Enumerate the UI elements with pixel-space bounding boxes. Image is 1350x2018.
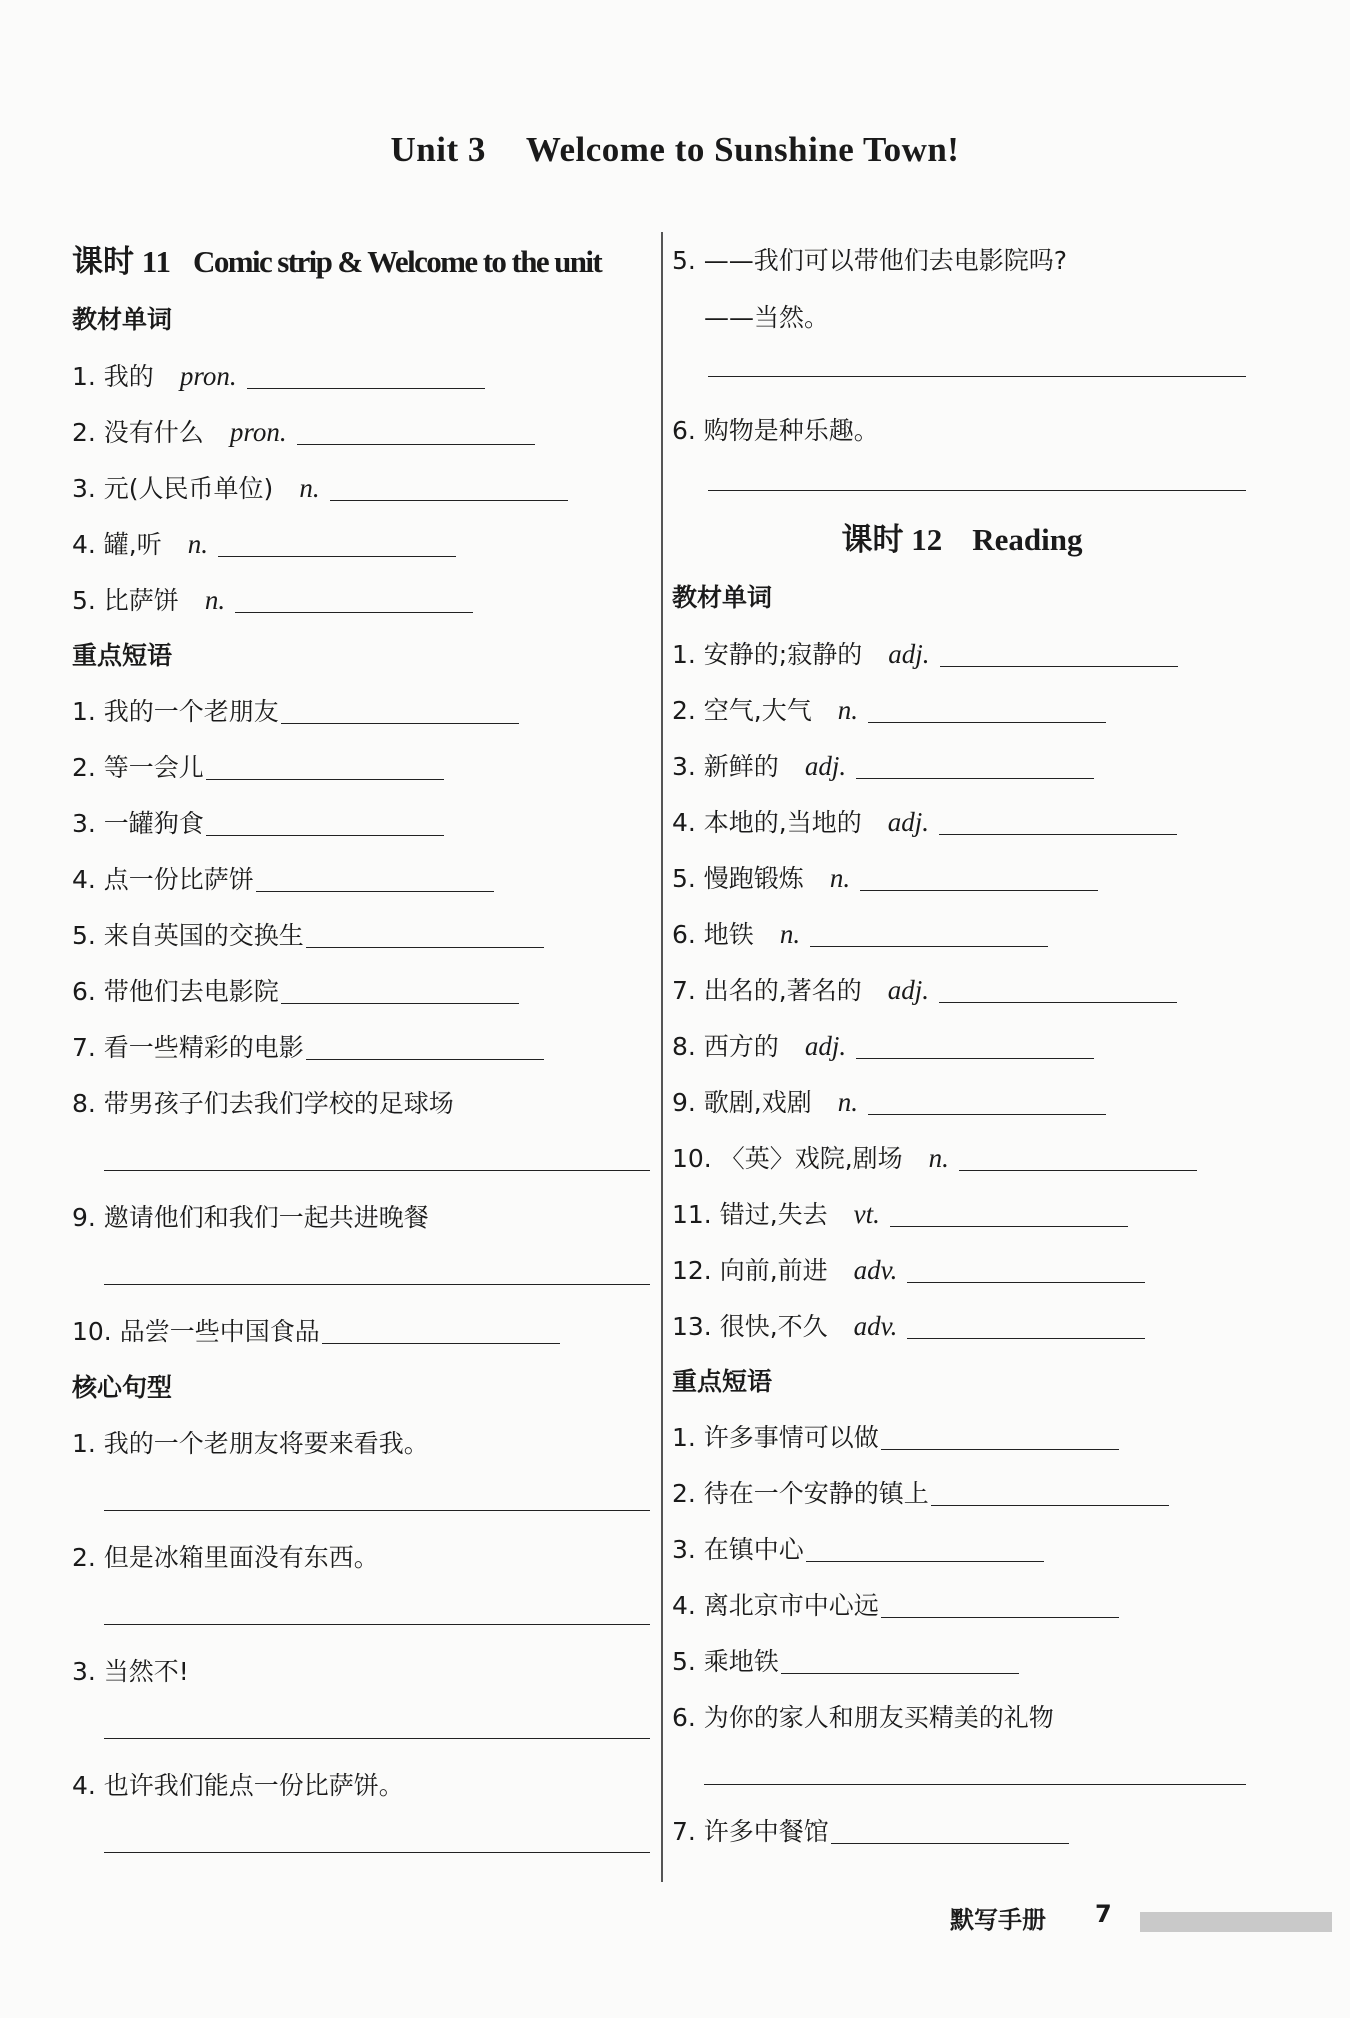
section-title: 重点短语 <box>72 641 173 670</box>
word-item: 6. 地铁 n. <box>672 906 1252 962</box>
phrase-item: 7. 许多中餐馆 <box>672 1804 1252 1860</box>
word-item: 2. 没有什么 pron. <box>72 404 652 460</box>
word-item: 1. 安静的;寂静的 adj. <box>672 626 1252 682</box>
word-item: 10. 〈英〉戏院,剧场 n. <box>672 1130 1252 1186</box>
phrase-item: 4. 离北京市中心远 <box>672 1578 1252 1634</box>
word-item: 12. 向前,前进 adv. <box>672 1242 1252 1298</box>
answer-blank[interactable] <box>860 889 1098 891</box>
answer-blank[interactable] <box>806 1560 1044 1562</box>
column-divider <box>661 232 663 1882</box>
lesson-11-heading <box>72 232 652 292</box>
phrase-item: 2. 等一会儿 <box>72 740 652 796</box>
unit-number: Unit 3 <box>390 130 486 169</box>
sentence-item: 3. 当然不! <box>72 1657 189 1686</box>
section-title: 核心句型 <box>72 1373 173 1402</box>
answer-line[interactable] <box>72 1472 652 1530</box>
word-item: 11. 错过,失去 vt. <box>672 1186 1252 1242</box>
answer-blank[interactable] <box>831 1842 1069 1844</box>
unit-title <box>0 130 1350 170</box>
word-item: 9. 歌剧,戏剧 n. <box>672 1074 1252 1130</box>
sentence-item: ——当然。 <box>704 303 830 332</box>
sentence-item: 6. 购物是种乐趣。 <box>672 416 879 445</box>
answer-blank[interactable] <box>856 1057 1094 1059</box>
answer-blank[interactable] <box>247 387 485 389</box>
word-item: 5. 比萨饼 n. <box>72 572 652 628</box>
word-item: 2. 空气,大气 n. <box>672 682 1252 738</box>
answer-blank[interactable] <box>959 1169 1197 1171</box>
answer-blank[interactable] <box>256 890 494 892</box>
answer-blank[interactable] <box>810 945 1048 947</box>
answer-line[interactable] <box>672 460 1252 510</box>
word-item: 4. 罐,听 n. <box>72 516 652 572</box>
answer-blank[interactable] <box>890 1225 1128 1227</box>
answer-blank[interactable] <box>907 1337 1145 1339</box>
phrase-item: 3. 一罐狗食 <box>72 796 652 852</box>
word-item: 1. 我的 pron. <box>72 348 652 404</box>
answer-blank[interactable] <box>330 499 568 501</box>
sentence-item: 5. ——我们可以带他们去电影院吗? <box>672 246 1068 275</box>
phrase-item: 6. 为你的家人和朋友买精美的礼物 <box>672 1703 1054 1732</box>
answer-blank[interactable] <box>306 1058 544 1060</box>
answer-blank[interactable] <box>218 555 456 557</box>
section-title: 教材单词 <box>672 583 773 612</box>
answer-blank[interactable] <box>281 1002 519 1004</box>
lesson-11-name: Comic strip & Welcome to the unit <box>193 244 602 279</box>
lesson-11-label: 课时 11 <box>72 244 172 279</box>
lesson-12-column <box>672 232 1252 1860</box>
answer-line[interactable] <box>672 1746 1252 1804</box>
word-item: 3. 元(人民币单位) n. <box>72 460 652 516</box>
answer-blank[interactable] <box>297 443 535 445</box>
phrase-item: 7. 看一些精彩的电影 <box>72 1020 652 1076</box>
phrase-item: 1. 许多事情可以做 <box>672 1410 1252 1466</box>
answer-blank[interactable] <box>931 1504 1169 1506</box>
phrase-item: 6. 带他们去电影院 <box>72 964 652 1020</box>
book-label: 默写手册 <box>950 1906 1046 1934</box>
answer-line[interactable] <box>72 1246 652 1304</box>
word-item: 7. 出名的,著名的 adj. <box>672 962 1252 1018</box>
phrase-item: 10. 品尝一些中国食品 <box>72 1304 652 1360</box>
answer-blank[interactable] <box>306 946 544 948</box>
phrase-item: 3. 在镇中心 <box>672 1522 1252 1578</box>
word-item: 4. 本地的,当地的 adj. <box>672 794 1252 850</box>
word-item: 5. 慢跑锻炼 n. <box>672 850 1252 906</box>
lesson-12-label: 课时 12 <box>841 522 943 557</box>
word-item: 8. 西方的 adj. <box>672 1018 1252 1074</box>
answer-line[interactable] <box>672 346 1252 402</box>
answer-blank[interactable] <box>868 721 1106 723</box>
sentence-item: 2. 但是冰箱里面没有东西。 <box>72 1543 379 1572</box>
answer-blank[interactable] <box>781 1672 1019 1674</box>
section-title: 教材单词 <box>72 305 173 334</box>
page-footer <box>950 1900 1350 1936</box>
answer-blank[interactable] <box>856 777 1094 779</box>
answer-line[interactable] <box>72 1700 652 1758</box>
sentence-item: 4. 也许我们能点一份比萨饼。 <box>72 1771 404 1800</box>
answer-blank[interactable] <box>940 665 1178 667</box>
answer-blank[interactable] <box>235 611 473 613</box>
answer-blank[interactable] <box>322 1342 560 1344</box>
word-item: 3. 新鲜的 adj. <box>672 738 1252 794</box>
answer-line[interactable] <box>72 1586 652 1644</box>
lesson-12-name: Reading <box>972 522 1083 557</box>
answer-line[interactable] <box>72 1814 652 1872</box>
sentence-item: 1. 我的一个老朋友将要来看我。 <box>72 1429 429 1458</box>
answer-line[interactable] <box>72 1132 652 1190</box>
answer-blank[interactable] <box>939 833 1177 835</box>
phrase-item: 1. 我的一个老朋友 <box>72 684 652 740</box>
answer-blank[interactable] <box>206 778 444 780</box>
phrase-item: 5. 乘地铁 <box>672 1634 1252 1690</box>
phrase-item: 9. 邀请他们和我们一起共进晚餐 <box>72 1203 429 1232</box>
answer-blank[interactable] <box>939 1001 1177 1003</box>
phrase-item: 4. 点一份比萨饼 <box>72 852 652 908</box>
phrase-item: 5. 来自英国的交换生 <box>72 908 652 964</box>
section-title: 重点短语 <box>672 1367 773 1396</box>
unit-name: Welcome to Sunshine Town! <box>525 130 960 169</box>
answer-blank[interactable] <box>881 1448 1119 1450</box>
lesson-11-column <box>72 232 652 1872</box>
phrase-item: 2. 待在一个安静的镇上 <box>672 1466 1252 1522</box>
answer-blank[interactable] <box>907 1281 1145 1283</box>
answer-blank[interactable] <box>206 834 444 836</box>
footer-bar <box>1140 1912 1332 1932</box>
answer-blank[interactable] <box>881 1616 1119 1618</box>
lesson-12-heading <box>672 510 1252 570</box>
answer-blank[interactable] <box>868 1113 1106 1115</box>
word-item: 13. 很快,不久 adv. <box>672 1298 1252 1354</box>
answer-blank[interactable] <box>281 722 519 724</box>
page-number: 7 <box>1095 1900 1112 1928</box>
phrase-item: 8. 带男孩子们去我们学校的足球场 <box>72 1089 454 1118</box>
